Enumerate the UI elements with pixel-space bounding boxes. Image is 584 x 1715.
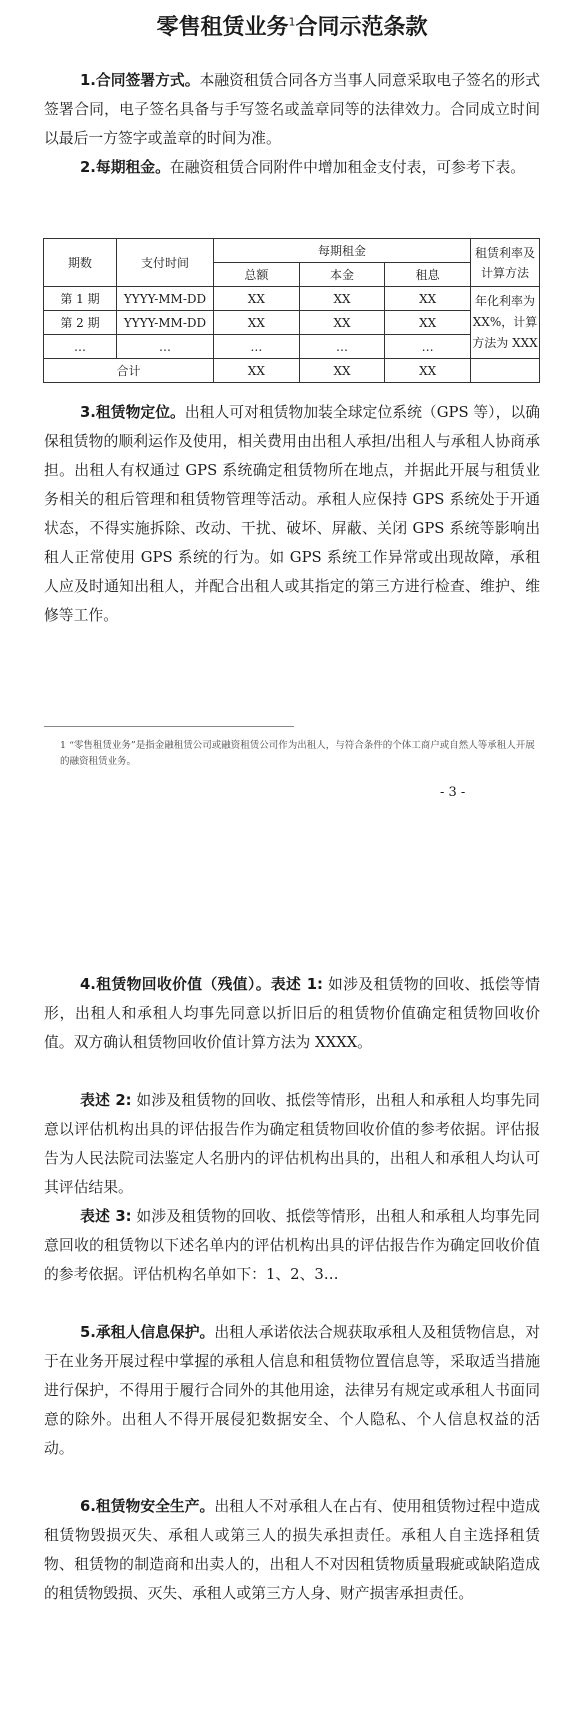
subheader-interest: 租息 [385,263,471,287]
footnote-divider [44,726,294,727]
clause-5-body: 出租人承诺依法合规获取承租人及租赁物信息，对于在业务开展过程中掌握的承租人信息和租赁物位置信息等，采取适当措施进行保护，不得用于履行合同外的其他用途，法律另有规定或承租人书面同意的除外。出租人不得开展侵犯数据安全、个人隐私、个人信息权益的活动。 [44,1324,540,1457]
clause-4-option-3-heading: 表述 3: [80,1208,132,1225]
sum-label: 合计 [44,359,214,383]
clause-6-body: 出租人不对承租人在占有、使用租赁物过程中造成租赁物毁损灭失、承租人或第三人的损失承担责任。承租人自主选择租赁物、租赁物的制造商和出卖人的，出租人不对因租赁物质量瑕疵或缺陷造成的租赁物毁损、灭失、承租人或第三方人身、财产损害承担责任。 [44,1498,540,1602]
title-footnote-marker: 1 [288,15,296,29]
clause-5-heading: 5.承租人信息保护。 [80,1324,215,1341]
footnote: 1 “零售租赁业务”是指金融租赁公司或融资租赁公司作为出租人，与符合条件的个体工商户或自然人等承租人开展的融资租赁业务。 [60,740,535,767]
cell-period: 第 2 期 [44,311,117,335]
clause-4-option-2 [44,1086,540,1202]
clause-4-heading: 4.租赁物回收价值（残值）。表述 1: [80,976,323,993]
clause-2 [44,153,540,182]
table-row [44,287,540,311]
header-pay-time: 支付时间 [117,239,214,287]
clause-6 [44,1492,540,1608]
clause-3-heading: 3.租赁物定位。 [80,404,185,421]
table-row [44,311,540,335]
document-page-2 [0,960,584,1715]
subheader-total: 总额 [214,263,300,287]
clause-4-body: 如涉及租赁物的回收、抵偿等情形，出租人和承租人均事先同意以折旧后的租赁物价值确定租赁物回收价值。双方确认租赁物回收价值计算方法为 XXXX。 [44,976,540,1051]
clause-2-body: 在融资租赁合同附件中增加租金支付表，可参考下表。 [169,159,526,176]
clause-1-heading: 1.合同签署方式。 [80,72,200,89]
clause-3 [44,398,540,630]
sum-rate-empty [471,359,540,383]
clause-4-option-2-heading: 表述 2: [80,1092,132,1109]
cell-interest: … [385,335,471,359]
clause-1-body: 本融资租赁合同各方当事人同意采取电子签名的形式签署合同，电子签名具备与手写签名或盖章同等的法律效力。合同成立时间以最后一方签字或盖章的时间为准。 [44,72,540,147]
cell-principal: XX [299,287,385,311]
clause-3-body: 出租人可对租赁物加装全球定位系统（GPS 等），以确保租赁物的顺利运作及使用，相关费用由出租人承担/出租人与承租人协商承担。出租人有权通过 GPS 系统确定租赁物所在地点，并据此开展与租赁业务相关的租后管理和租赁物管理等活动。承租人应保持 GPS 系统处于开通状态，不得实施拆除、改动、干扰、破坏、屏蔽、关闭 GPS 系统等影响出租人正常使用 GPS 系统的行为。如 GPS 系统工作异常或出现故障，承租人应及时通知出租人，并配合出租人或其指定的第三方进行检查、维护、维修等工作。 [44,404,541,624]
document-title [0,10,584,41]
header-rate: 租赁利率及计算方法 [471,239,540,287]
cell-total: XX [214,287,300,311]
sum-principal: XX [299,359,385,383]
clause-1 [44,66,540,153]
cell-time: … [117,335,214,359]
cell-principal: … [299,335,385,359]
table-row [44,335,540,359]
clause-4-option-3-body: 如涉及租赁物的回收、抵偿等情形，出租人和承租人均事先同意回收的租赁物以下述名单内的评估机构出具的评估报告作为确定回收价值的参考依据。评估机构名单如下：1、2、3… [44,1208,540,1283]
page-number: - 3 - [440,785,466,800]
cell-time: YYYY-MM-DD [117,311,214,335]
clause-6-heading: 6.租赁物安全生产。 [80,1498,215,1515]
cell-period: 第 1 期 [44,287,117,311]
header-period: 期数 [44,239,117,287]
clause-5 [44,1318,540,1463]
cell-time: YYYY-MM-DD [117,287,214,311]
clause-4-option-3 [44,1202,540,1289]
sum-interest: XX [385,359,471,383]
title-suffix: 合同示范条款 [295,15,428,40]
subheader-principal: 本金 [299,263,385,287]
cell-interest: XX [385,287,471,311]
cell-rate: 年化利率为 XX%，计算方法为 XXX [471,287,540,359]
clause-4 [44,970,540,1057]
cell-period: … [44,335,117,359]
document-page-1 [0,0,584,810]
header-rent: 每期租金 [214,239,471,263]
table-sum-row [44,359,540,383]
rent-payment-table [43,238,540,383]
cell-principal: XX [299,311,385,335]
title-text: 零售租赁业务 [156,15,289,40]
cell-total: XX [214,311,300,335]
clause-2-heading: 2.每期租金。 [80,159,170,176]
clause-4-option-2-body: 如涉及租赁物的回收、抵偿等情形，出租人和承租人均事先同意以评估机构出具的评估报告作为确定租赁物回收价值的参考依据。评估报告为人民法院司法鉴定人名册内的评估机构出具的，出租人和承租人均认可其评估结果。 [44,1092,540,1196]
sum-total: XX [214,359,300,383]
cell-total: … [214,335,300,359]
cell-interest: XX [385,311,471,335]
